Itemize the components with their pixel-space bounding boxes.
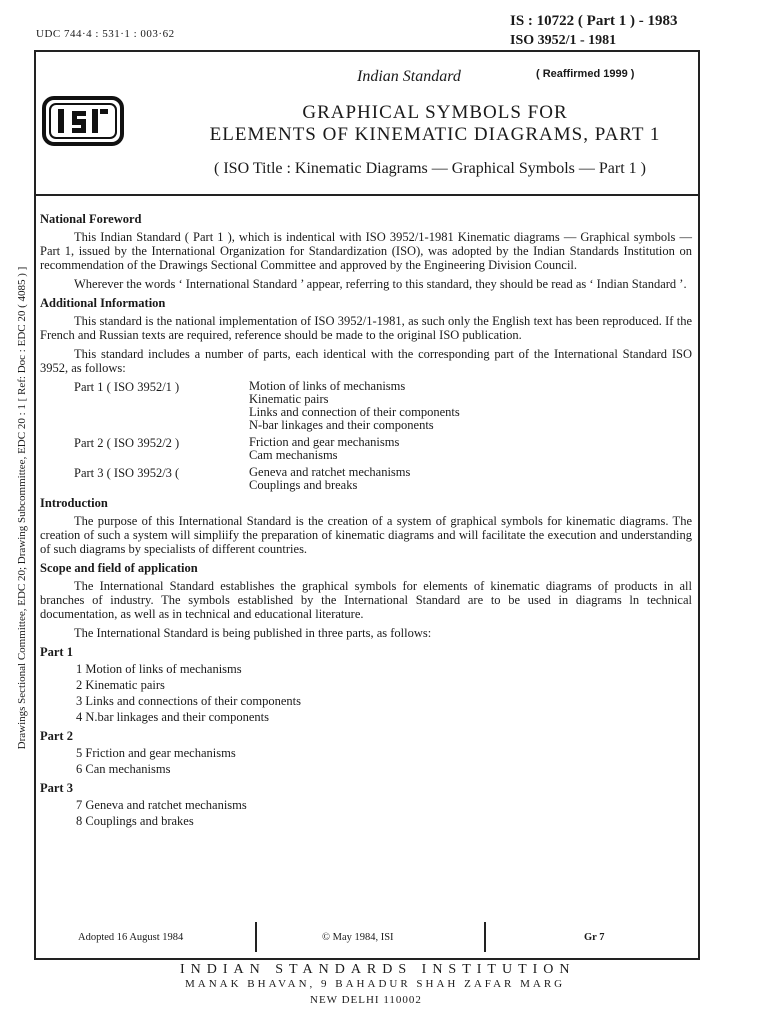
scope-heading: Scope and field of application xyxy=(40,561,198,575)
additional-information-paragraph-2: This standard includes a number of parts, each identical with the corresponding part of the International Standard ISO 3952, as follows: xyxy=(40,347,692,375)
institution-city: NEW DELHI 110002 xyxy=(310,994,422,1006)
part-list-item: 5 Friction and gear mechanisms xyxy=(76,746,236,760)
parts-table xyxy=(74,380,692,492)
part-list-heading: Part 2 xyxy=(40,729,73,743)
footer-divider xyxy=(255,922,257,952)
additional-information-heading: Additional Information xyxy=(40,296,166,310)
part-content-line: Kinematic pairs xyxy=(249,392,329,406)
copyright: © May 1984, ISI xyxy=(322,932,394,943)
part-content-line: Links and connection of their components xyxy=(249,405,460,419)
national-foreword-heading: National Foreword xyxy=(40,212,142,226)
national-foreword-paragraph-2: Wherever the words ‘ International Standard ’ appear, referring to this standard, they should be read as ‘ Indian Standard ’. xyxy=(74,277,687,291)
parts-row xyxy=(74,380,692,432)
parts-row xyxy=(74,436,692,462)
part-content-line: Couplings and breaks xyxy=(249,478,358,492)
institution-name: INDIAN STANDARDS INSTITUTION xyxy=(180,962,576,977)
part-list-item: 6 Can mechanisms xyxy=(76,762,171,776)
part-name: Part 2 ( ISO 3952/2 ) xyxy=(74,436,180,450)
part-name: Part 1 ( ISO 3952/1 ) xyxy=(74,380,180,394)
footer-divider xyxy=(484,922,486,952)
institution-address: MANAK BHAVAN, 9 BAHADUR SHAH ZAFAR MARG xyxy=(185,978,566,990)
part-content-line: N-bar linkages and their components xyxy=(249,418,434,432)
indian-standard-label: Indian Standard xyxy=(357,68,461,85)
scope-paragraph-2: The International Standard is being published in three parts, as follows: xyxy=(74,626,432,640)
part-name: Part 3 ( ISO 3952/3 ( xyxy=(74,466,180,480)
grade-label: Gr 7 xyxy=(584,932,605,943)
is-number: IS : 10722 ( Part 1 ) - 1983 xyxy=(510,13,678,29)
iso-title: ( ISO Title : Kinematic Diagrams — Graphical Symbols — Part 1 ) xyxy=(214,160,646,177)
part-list-item: 7 Geneva and ratchet mechanisms xyxy=(76,798,247,812)
udc-code: UDC 744·4 : 531·1 : 003·62 xyxy=(36,28,175,40)
part-content-line: Cam mechanisms xyxy=(249,448,338,462)
sidebar-committee-ref: Drawings Sectional Committee, EDC 20; Drawing Subcommittee, EDC 20 : 1 [ Ref: Doc : EDC 20 ( 4085 ) ] xyxy=(16,266,28,750)
part-list-item: 1 Motion of links of mechanisms xyxy=(76,662,242,676)
introduction-heading: Introduction xyxy=(40,496,108,510)
parts-row xyxy=(74,466,692,492)
isi-logo xyxy=(42,96,124,146)
header-divider xyxy=(34,194,700,196)
additional-information-paragraph-1: This standard is the national implementation of ISO 3952/1-1981, as such only the English text has been reproduced. If the French and Russian texts are required, reference should be made to the original ISO publication. xyxy=(40,314,692,342)
part-content-line: Geneva and ratchet mechanisms xyxy=(249,465,411,479)
part-content-line: Friction and gear mechanisms xyxy=(249,435,400,449)
part-list-heading: Part 3 xyxy=(40,781,73,795)
standard-number-block xyxy=(510,12,677,50)
part-list-item: 3 Links and connections of their components xyxy=(76,694,301,708)
part-contents xyxy=(249,436,399,462)
reaffirmed-label: ( Reaffirmed 1999 ) xyxy=(536,68,635,80)
document-title xyxy=(170,102,700,146)
part-list-item: 8 Couplings and brakes xyxy=(76,814,194,828)
part-list-heading: Part 1 xyxy=(40,645,73,659)
part-list-item: 2 Kinematic pairs xyxy=(76,678,165,692)
part-content-line: Motion of links of mechanisms xyxy=(249,379,406,393)
adopted-date: Adopted 16 August 1984 xyxy=(78,932,184,943)
iso-number: ISO 3952/1 - 1981 xyxy=(510,33,617,48)
introduction-paragraph: The purpose of this International Standard is the creation of a system of graphical symbols for kinematic diagrams. The creation of such a system will simpliify the preparation of kinematic diagrams and will facilitate the execution and understanding of such diagrams by specialists of different countries. xyxy=(40,514,692,556)
title-line-2: ELEMENTS OF KINEMATIC DIAGRAMS, PART 1 xyxy=(209,124,661,145)
national-foreword-paragraph-1: This Indian Standard ( Part 1 ), which is indentical with ISO 3952/1-1981 Kinematic diagrams — Graphical symbols — Part 1, issued by the International Organization for Standardization (ISO), was adopted by the Indian Standards Institution on recommendation of the Drawings Sectional Committee and approved by the Engineering Division Council. xyxy=(40,230,692,272)
part-contents xyxy=(249,380,460,432)
part-contents xyxy=(249,466,410,492)
title-line-1: GRAPHICAL SYMBOLS FOR xyxy=(302,102,568,123)
main-content xyxy=(40,208,692,833)
part-list xyxy=(40,645,692,829)
part-list-item: 4 N.bar linkages and their components xyxy=(76,710,270,724)
isi-logo-mark xyxy=(42,96,124,146)
scope-paragraph-1: The International Standard establishes the graphical symbols for elements of kinematic diagrams of products in all branches of industry. The symbols established by the International Standard are to be used in diagrams ln technical documentation, as well as in technical and educational literature. xyxy=(40,579,692,621)
